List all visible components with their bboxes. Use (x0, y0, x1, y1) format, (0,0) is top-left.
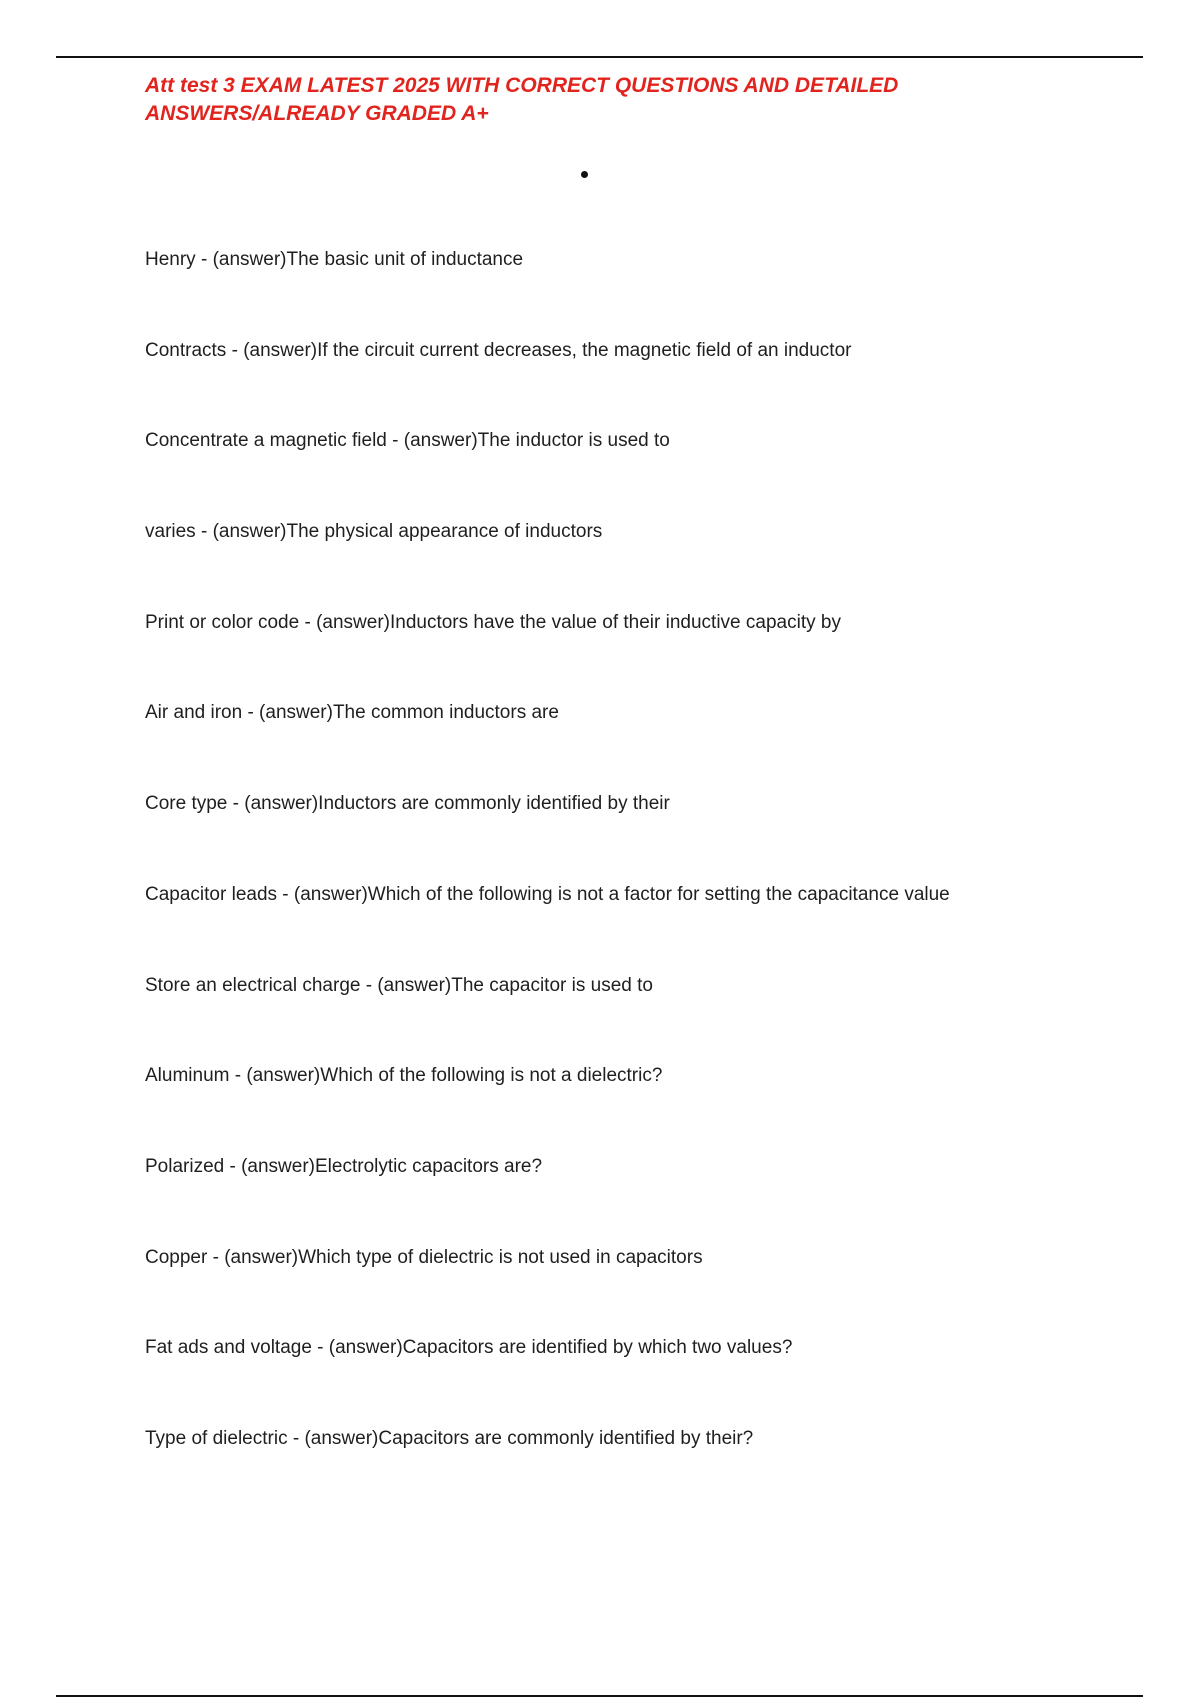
qa-item: Type of dielectric - (answer)Capacitors are commonly identified by their? (145, 1427, 754, 1449)
document-title (145, 72, 1045, 128)
qa-list (145, 243, 950, 1513)
title-line-1: Att test 3 EXAM LATEST 2025 WITH CORRECT QUESTIONS AND DETAILED (145, 74, 899, 97)
qa-item: Capacitor leads - (answer)Which of the following is not a factor for setting the capacitance value (145, 883, 950, 905)
header-rule (56, 56, 1143, 58)
qa-item: Concentrate a magnetic field - (answer)The inductor is used to (145, 430, 670, 452)
qa-item: Contracts - (answer)If the circuit current decreases, the magnetic field of an inductor (145, 339, 852, 361)
qa-item: Core type - (answer)Inductors are commonly identified by their (145, 793, 670, 815)
qa-item: Store an electrical charge - (answer)The capacitor is used to (145, 974, 653, 996)
qa-item: Aluminum - (answer)Which of the following is not a dielectric? (145, 1065, 663, 1087)
footer-rule (56, 1695, 1143, 1697)
qa-item: Air and iron - (answer)The common inductors are (145, 702, 559, 724)
qa-item: Copper - (answer)Which type of dielectric is not used in capacitors (145, 1246, 703, 1268)
qa-item: varies - (answer)The physical appearance of inductors (145, 521, 603, 543)
qa-item: Polarized - (answer)Electrolytic capacitors are? (145, 1155, 543, 1177)
qa-item: Print or color code - (answer)Inductors have the value of their inductive capacity by (145, 611, 841, 633)
bullet-icon (581, 171, 588, 178)
qa-item: Fat ads and voltage - (answer)Capacitors are identified by which two values? (145, 1337, 793, 1359)
title-line-2: ANSWERS/ALREADY GRADED A+ (145, 102, 489, 125)
qa-item: Henry - (answer)The basic unit of inductance (145, 249, 524, 270)
